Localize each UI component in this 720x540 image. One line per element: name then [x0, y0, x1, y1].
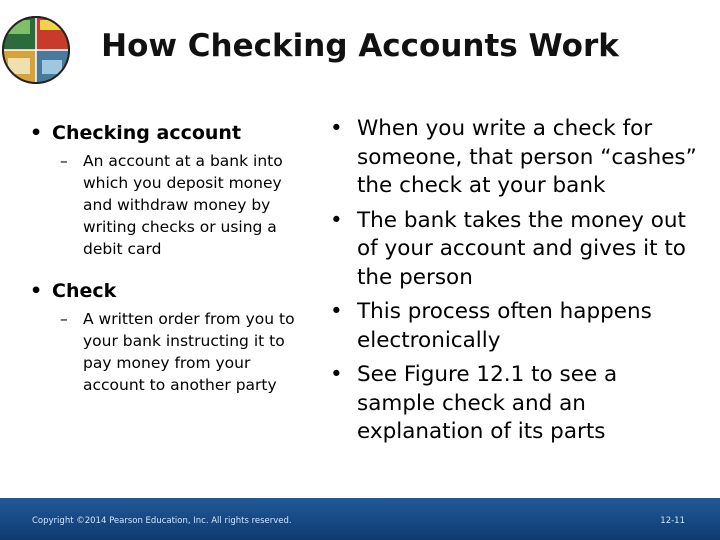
process-point — [330, 298, 702, 355]
point-text: This process often happens electronically — [357, 299, 652, 353]
bullet-glyph: • — [330, 207, 343, 233]
process-column — [330, 115, 702, 453]
bullet-glyph: • — [330, 116, 343, 141]
point-text: The bank takes the money out of your account and gives it to the person — [357, 207, 686, 290]
definition-checking-account — [30, 150, 300, 260]
slide-title: How Checking Accounts Work — [101, 28, 619, 64]
page-number: 12-11 — [660, 516, 685, 526]
process-point — [330, 361, 702, 447]
bullet-glyph: • — [30, 122, 43, 144]
dash-glyph: – — [60, 152, 68, 170]
term-label: Checking account — [52, 122, 242, 144]
process-point — [330, 115, 702, 201]
bullet-glyph: • — [30, 280, 43, 302]
term-checking-account — [30, 120, 300, 146]
point-text: When you write a check for someone, that person “cashes” the check at your bank — [357, 116, 697, 198]
definitions-column — [30, 120, 300, 396]
term-label: Check — [52, 280, 117, 302]
bullet-glyph: • — [330, 362, 343, 387]
definition-text: A written order from you to your bank instructing it to pay money from your account to another party — [83, 310, 295, 394]
copyright-notice: Copyright ©2014 Pearson Education, Inc. All rights reserved. — [32, 516, 292, 526]
process-point — [330, 207, 702, 293]
term-check — [30, 278, 300, 304]
footer-bar — [0, 498, 720, 540]
point-text: See Figure 12.1 to see a sample check and an explanation of its parts — [357, 362, 618, 444]
bullet-glyph: • — [330, 299, 343, 324]
dash-glyph: – — [60, 310, 68, 328]
definition-text: An account at a bank into which you deposit money and withdraw money by writing checks or using a debit card — [83, 152, 283, 258]
definition-check — [30, 308, 300, 396]
